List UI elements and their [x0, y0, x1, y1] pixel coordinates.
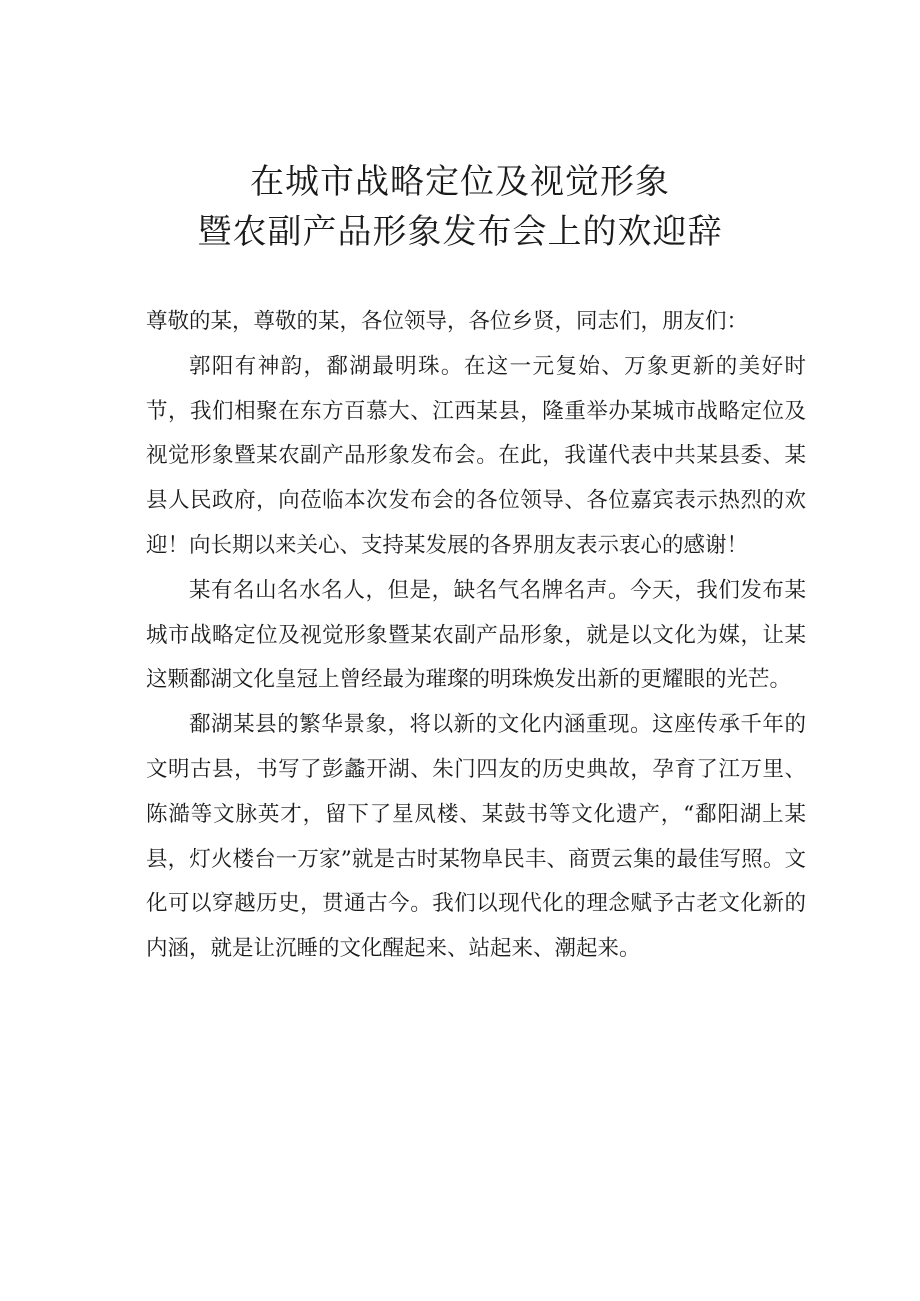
paragraph-welcome: 郭阳有神韵，鄱湖最明珠。在这一元复始、万象更新的美好时节，我们相聚在东方百慕大、江西某县，隆重举办某城市战略定位及视觉形象暨某农副产品形象发布会。在此，我谨代表中共某县委、某县人民政府，向莅临本次发布会的各位领导、各位嘉宾表示热烈的欢迎！向长期以来关心、支持某发展的各界朋友表示衷心的感谢！	[146, 353, 806, 558]
document-body	[146, 300, 806, 972]
salutation: 尊敬的某，尊敬的某，各位领导，各位乡贤，同志们，朋友们：	[146, 309, 749, 334]
paragraph-purpose: 某有名山名水名人，但是，缺名气名牌名声。今天，我们发布某城市战略定位及视觉形象暨某农副产品形象，就是以文化为媒，让某这颗鄱湖文化皇冠上曾经最为璀璨的明珠焕发出新的更耀眼的光芒。	[146, 577, 806, 693]
paragraph-culture: 鄱湖某县的繁华景象，将以新的文化内涵重现。这座传承千年的文明古县，书写了彭蠡开湖、朱门四友的历史典故，孕育了江万里、陈澔等文脉英才，留下了星凤楼、某鼓书等文化遗产，“鄱阳湖上某县，灯火楼台一万家”就是古时某物阜民丰、商贾云集的最佳写照。文化可以穿越历史，贯通古今。我们以现代化的理念赋予古老文化新的内涵，就是让沉睡的文化醒起来、站起来、潮起来。	[146, 712, 806, 962]
document-title-line-1: 在城市战略定位及视觉形象	[250, 162, 670, 202]
document-title-line-2: 暨农副产品形象发布会上的欢迎辞	[197, 212, 723, 252]
